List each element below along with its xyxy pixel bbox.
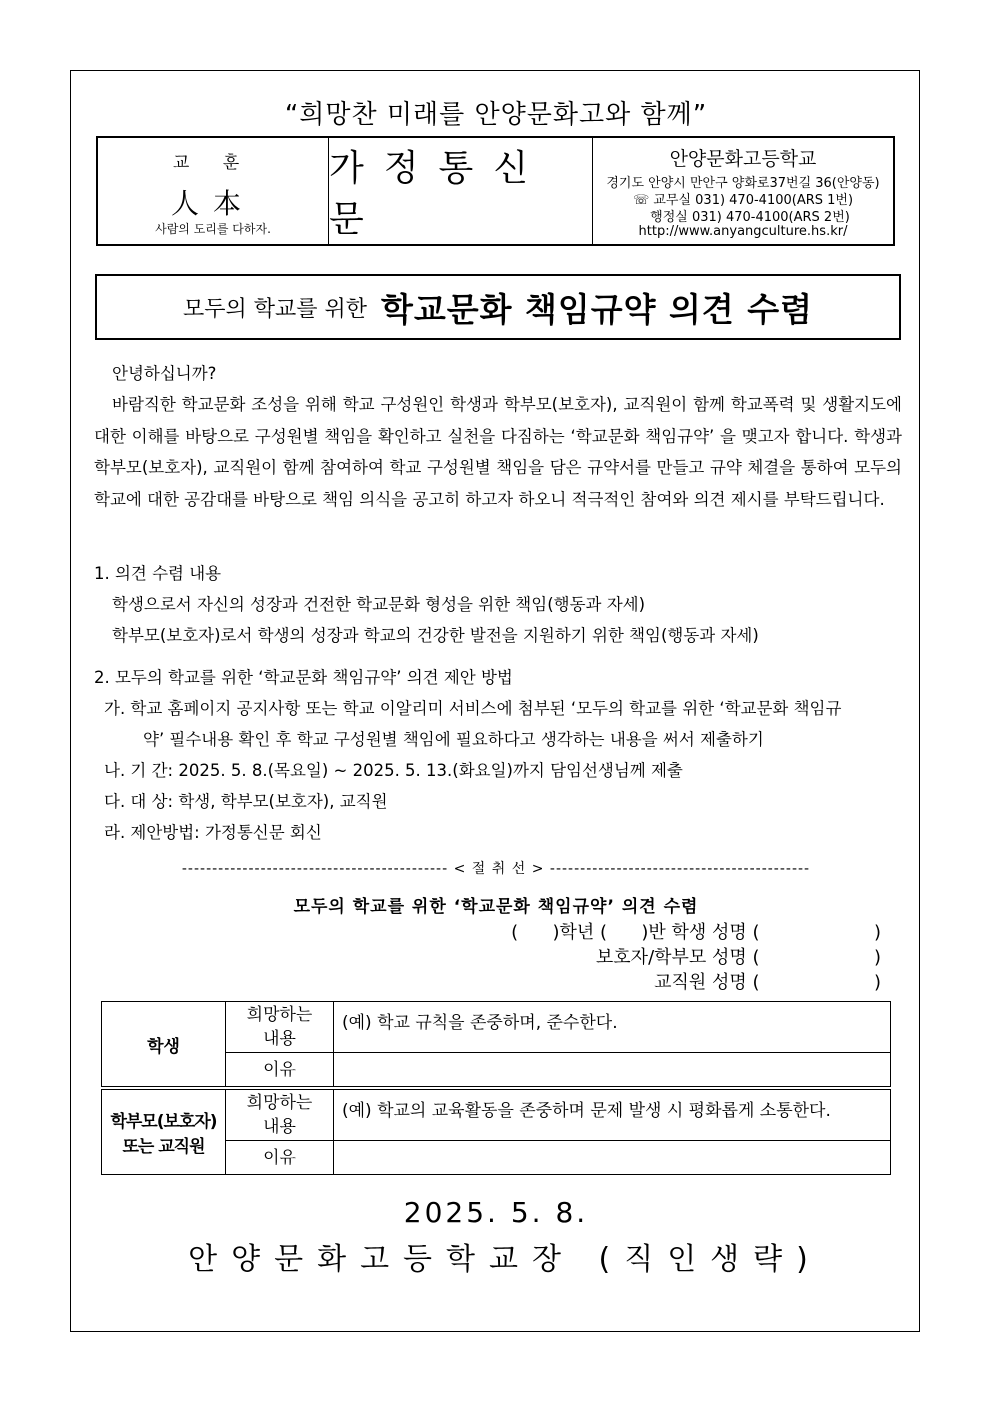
- school-info-cell: [593, 138, 893, 244]
- section1-heading: 1. 의견 수렴 내용: [94, 564, 222, 583]
- school-website[interactable]: http://www.anyangculture.hs.kr/: [638, 224, 848, 239]
- motto-subtitle: 사람의 도리를 다하자.: [155, 222, 271, 236]
- phone-office: ☏ 교무실 031) 470-4100(ARS 1번): [632, 193, 854, 208]
- reason-label: 이유: [226, 1053, 334, 1087]
- doc-type: 가정통신문: [329, 148, 549, 240]
- parent-signature-line[interactable]: 보호자/학부모 성명 ( ): [595, 947, 881, 968]
- parent-hope-field[interactable]: (예) 학교의 교육활동을 존중하며 문제 발생 시 평화롭게 소통한다.: [334, 1090, 891, 1141]
- staff-signature-line[interactable]: 교직원 성명 ( ): [654, 972, 881, 993]
- motto-value: 人本: [170, 187, 255, 220]
- hope-label: 희망하는 내용: [226, 1002, 334, 1053]
- letter-header: [96, 136, 895, 246]
- hope-label: 희망하는 내용: [226, 1090, 334, 1141]
- student-hope-field[interactable]: (예) 학교 규칙을 존중하며, 준수한다.: [334, 1002, 891, 1053]
- group-student: 학생: [102, 1002, 226, 1087]
- section2-item-da: 다. 대 상: 학생, 학부모(보호자), 교직원: [104, 792, 388, 811]
- school-name: 안양문화고등학교: [669, 148, 817, 170]
- parent-reason-field[interactable]: [334, 1141, 891, 1175]
- phone-admin: 행정실 031) 470-4100(ARS 2번): [650, 210, 850, 225]
- opinion-form-table: [101, 1001, 891, 1175]
- section2-item-ga: 가. 학교 홈페이지 공지사항 또는 학교 이알리미 서비스에 첨부된 ‘모두의 학교를 위한 ‘학교문화 책임규: [104, 699, 842, 718]
- cut-line: -------------------------------------------- < 절 취 선 > -------------------------------------------: [181, 861, 811, 877]
- section1-item: 학부모(보호자)로서 학생의 성장과 학교의 건강한 발전을 지원하기 위한 책임(행동과 자세): [112, 626, 759, 645]
- student-reason-field[interactable]: [334, 1053, 891, 1087]
- section2-item-na: 나. 기 간: 2025. 5. 8.(목요일) ~ 2025. 5. 13.(화요일)까지 담임선생님께 제출: [104, 761, 683, 780]
- section2-item-ra: 라. 제안방법: 가정통신문 회신: [104, 823, 322, 842]
- intro-paragraph: 바람직한 학교문화 조성을 위해 학교 구성원인 학생과 학부모(보호자), 교직원이 함께 학교폭력 및 생활지도에 대한 이해를 바탕으로 구성원별 책임을 확인하고 실천을 다짐하는 ‘학교문화 책임규약’ 을 맺고자 합니다. 학생과 학부모(보호자), 교직원이 함께 참여하여 학교 구성원별 책임을 담은 규약서를 만들고 규약 체결을 통하여 모두의 학교에 대한 공감대를 바탕으로 책임 의식을 공고히 하고자 하오니 적극적인 참여와 의견 제시를 부탁드립니다.: [94, 395, 902, 509]
- notice-title: 학교문화 책임규약 의견 수렴: [381, 289, 814, 329]
- issue-date: 2025. 5. 8.: [403, 1196, 589, 1229]
- form-title: 모두의 학교를 위한 ‘학교문화 책임규약’ 의견 수렴: [293, 897, 699, 917]
- title-prefix: 모두의 학교를 위한: [182, 296, 367, 322]
- group-parent-staff: 학부모(보호자) 또는 교직원: [102, 1090, 226, 1175]
- school-motto-cell: [98, 138, 329, 244]
- section1-item: 학생으로서 자신의 성장과 건전한 학교문화 형성을 위한 책임(행동과 자세): [112, 595, 646, 614]
- doc-type-cell: [329, 138, 593, 244]
- student-signature-line[interactable]: ( )학년 ( )반 학생 성명 ( ): [511, 922, 881, 943]
- section2-heading: 2. 모두의 학교를 위한 ‘학교문화 책임규약’ 의견 제안 방법: [94, 668, 513, 687]
- reason-label: 이유: [226, 1141, 334, 1175]
- principal-signature: 안양문화고등학교장 (직인생략): [188, 1242, 822, 1277]
- school-address: 경기도 안양시 만안구 양화로37번길 36(안양동): [606, 176, 880, 191]
- motto-title: 교 훈: [172, 153, 254, 173]
- notice-title-box: [95, 274, 901, 340]
- greeting: 안녕하십니까?: [112, 364, 217, 383]
- school-slogan: “희망찬 미래를 안양문화고와 함께”: [284, 100, 708, 130]
- section2-item-ga-cont: 약’ 필수내용 확인 후 학교 구성원별 책임에 필요하다고 생각하는 내용을 써서 제출하기: [143, 730, 764, 749]
